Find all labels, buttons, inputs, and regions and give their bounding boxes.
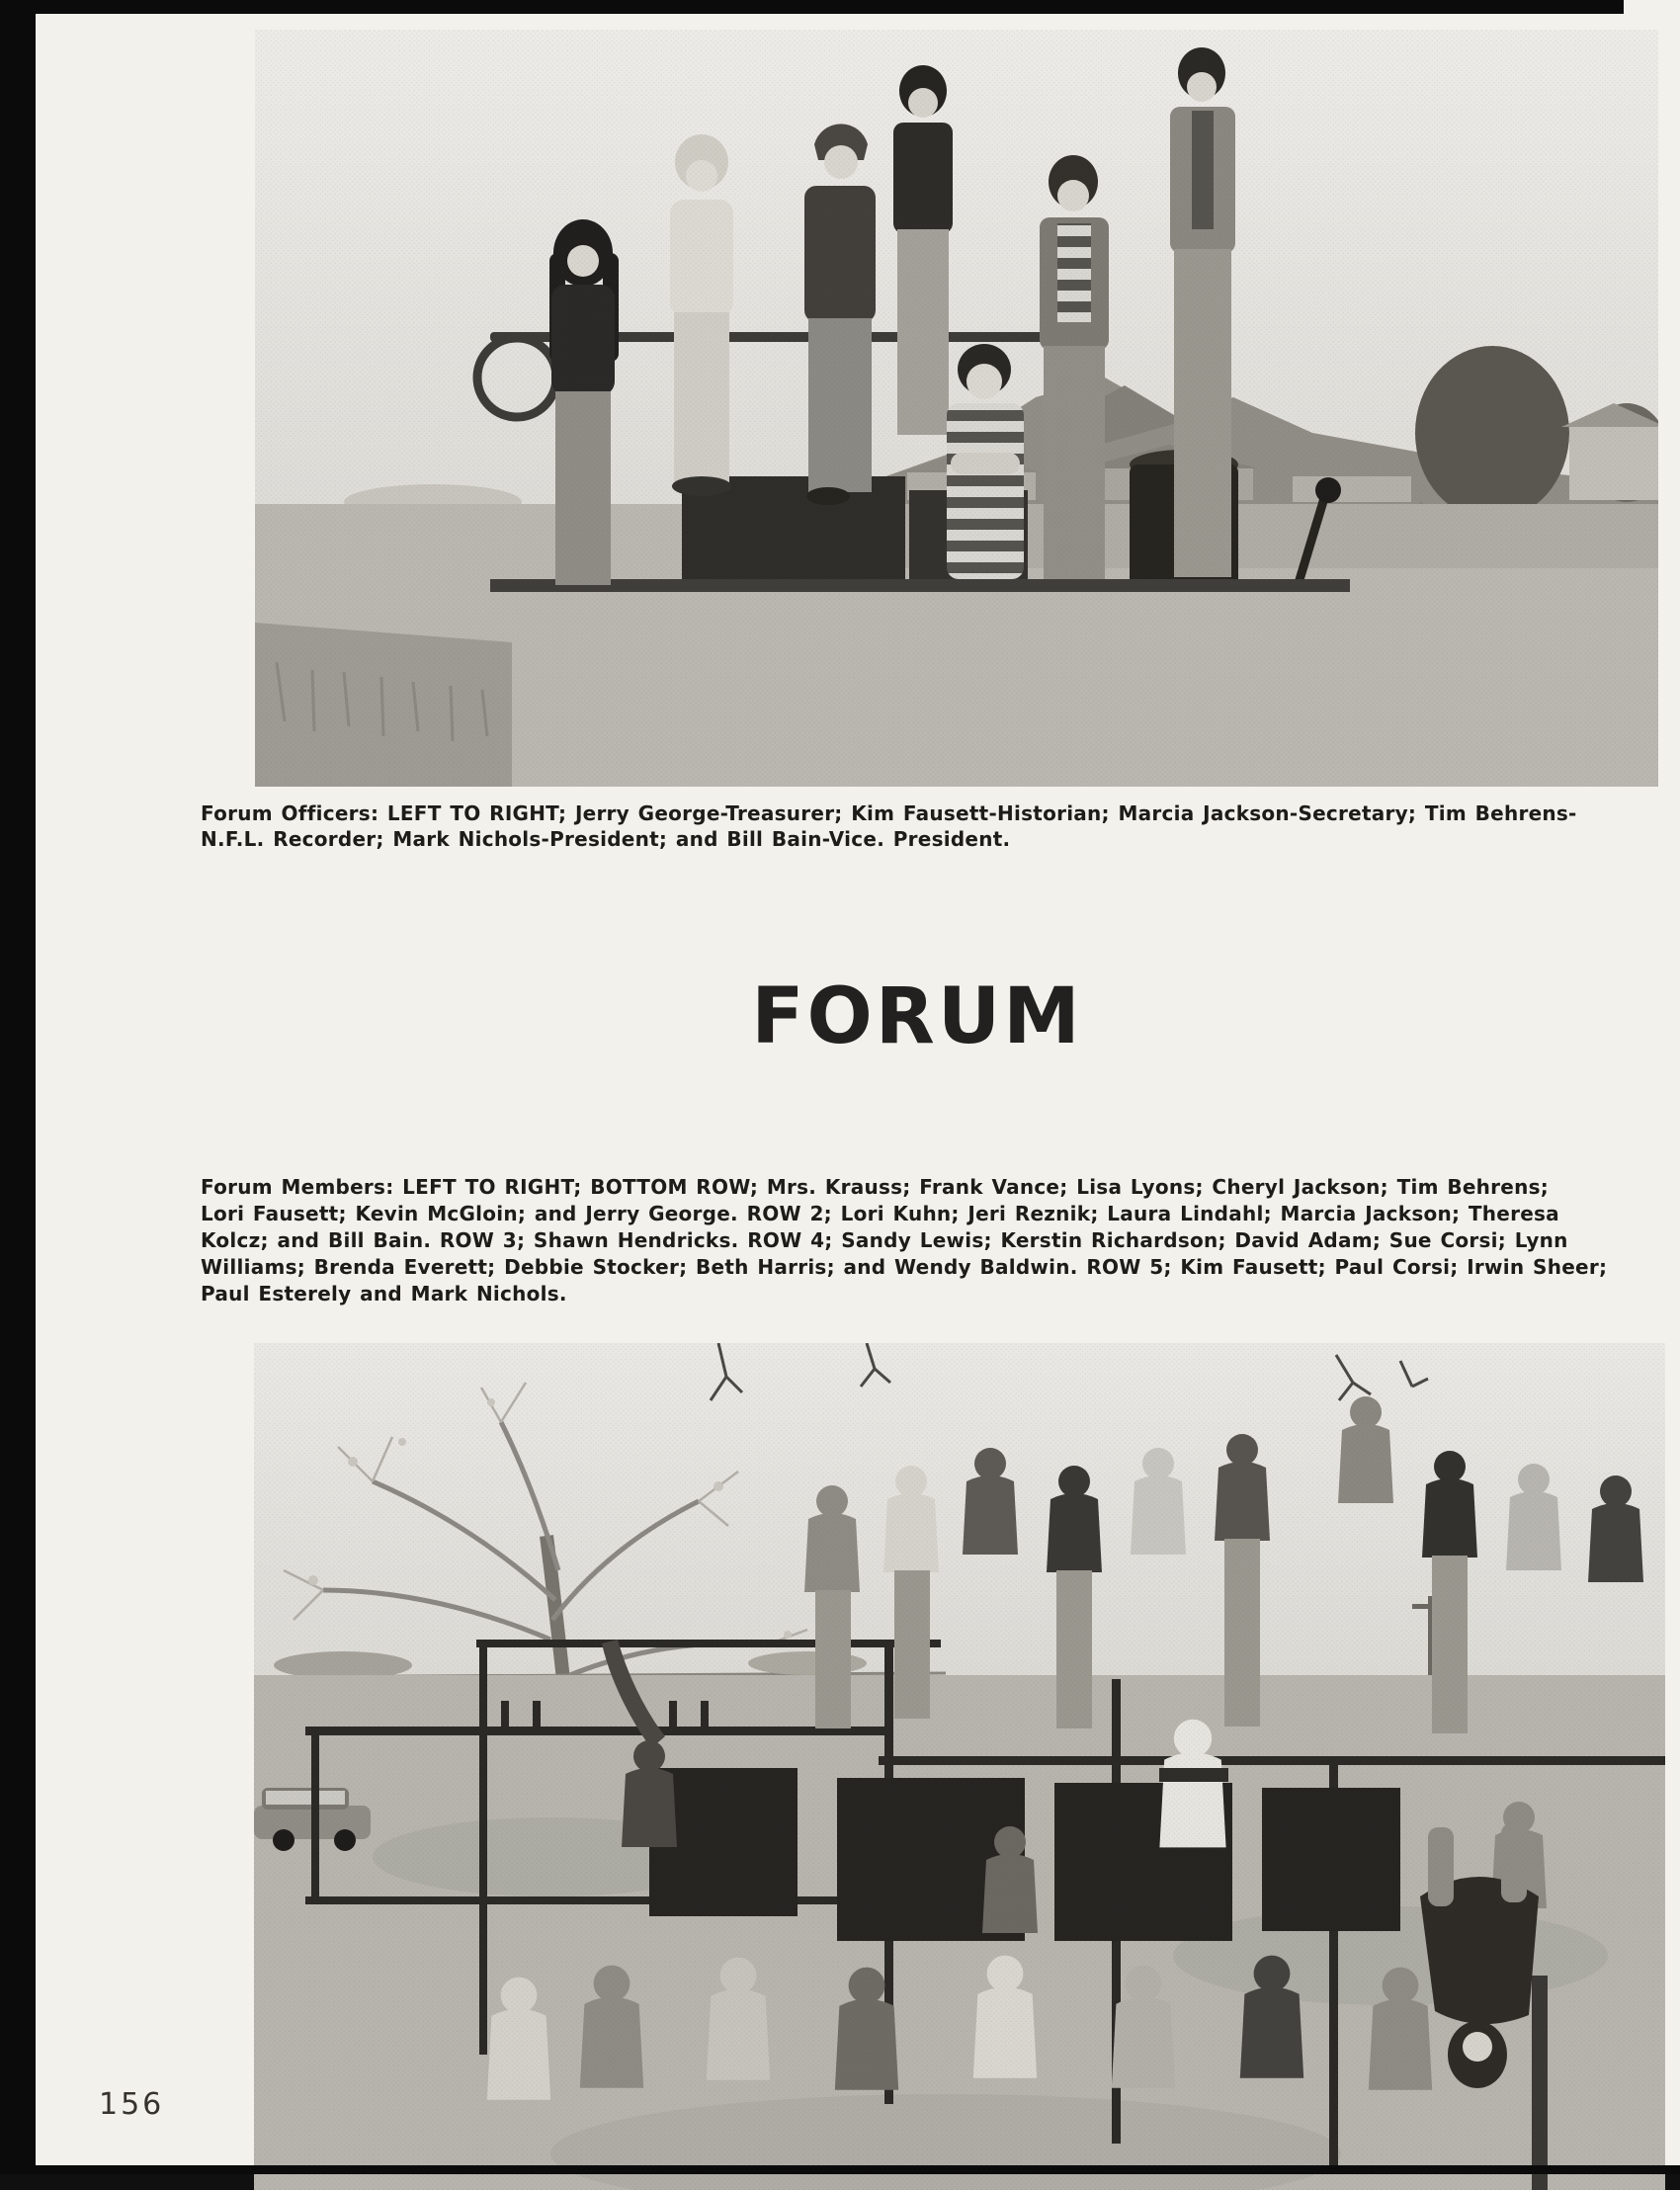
scan-edge-bottom [0, 2165, 1680, 2174]
forum-members-photo-illustration [254, 1343, 1665, 2190]
forum-officers-photo [255, 30, 1658, 787]
members-caption-line-5: Paul Esterely and Mark Nichols. [201, 1282, 567, 1306]
forum-members-photo [254, 1343, 1665, 2190]
section-title: FORUM [751, 972, 1083, 1061]
officers-caption-line-1: Forum Officers: LEFT TO RIGHT; Jerry George-Treasurer; Kim Fausett-Historian; Marcia Jackson-Secretary; Tim Behrens- [201, 801, 1577, 825]
members-caption-line-4: Williams; Brenda Everett; Debbie Stocker; Beth Harris; and Wendy Baldwin. ROW 5; Kim Fausett; Paul Corsi; Irwin Sheer; [201, 1255, 1608, 1279]
halftone-texture [255, 30, 1658, 787]
members-caption [201, 1174, 1638, 1307]
forum-officers-photo-illustration [255, 30, 1658, 787]
scan-edge-left [0, 0, 36, 2174]
members-caption-line-1: Forum Members: LEFT TO RIGHT; BOTTOM ROW; Mrs. Krauss; Frank Vance; Lisa Lyons; Cheryl Jackson; Tim Behrens; [201, 1175, 1549, 1199]
members-caption-line-3: Kolcz; and Bill Bain. ROW 3; Shawn Hendricks. ROW 4; Sandy Lewis; Kerstin Richardson; David Adam; Sue Corsi; Lynn [201, 1228, 1568, 1252]
halftone-texture [254, 1343, 1665, 2190]
members-caption-line-2: Lori Fausett; Kevin McGloin; and Jerry George. ROW 2; Lori Kuhn; Jeri Reznik; Laura Lindahl; Marcia Jackson; Theresa [201, 1202, 1559, 1225]
officers-caption-line-2: N.F.L. Recorder; Mark Nichols-President; and Bill Bain-Vice. President. [201, 827, 1011, 851]
officers-caption [201, 800, 1634, 852]
scan-edge-top [0, 0, 1624, 14]
page-number: 156 [99, 2087, 165, 2122]
